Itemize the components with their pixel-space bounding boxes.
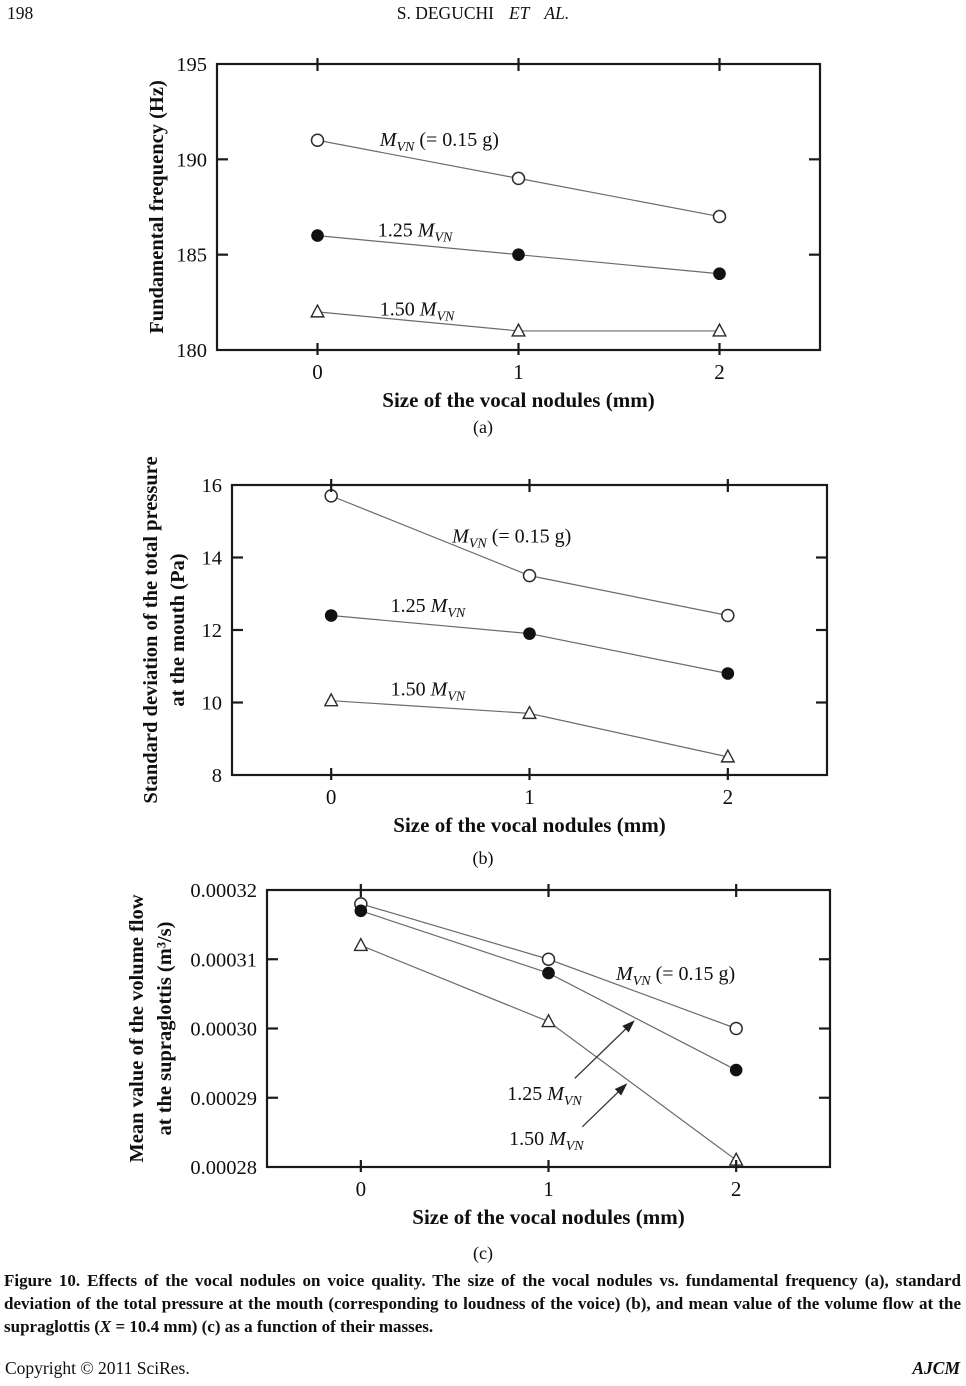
running-head-et: ET [508,3,530,23]
y-tick-label: 10 [201,692,222,715]
annotation-arrow-line [575,1026,629,1079]
x-tick-label: 1 [524,785,535,809]
running-head-author: S. DEGUCHI [396,3,494,23]
chart-pressure-standard-deviation [0,440,966,860]
x-tick-label: 1 [513,360,524,384]
series-label: $M_{VN}$ (= 0.15 g) [452,525,572,552]
marker-circle-open [714,211,726,223]
x-axis-title: Size of the vocal nodules (mm) [412,1205,685,1229]
running-head-al: AL. [544,3,570,23]
marker-triangle-open [355,939,368,951]
caption-text-1: Figure 10. Effects of the vocal nodules on voice quality. The size of the vocal nodules vs. fundamental frequency (a), standard deviation of the total pressure at the mouth (corresponding to loudness of the voice) (b), and mean value of the volume flow at the supraglottis ( [4,1271,961,1336]
chart-fundamental-frequency [0,40,966,440]
figure-caption [4,1269,961,1338]
y-axis-title: at the supraglottis (m³/s) [154,921,176,1136]
plot-border [217,64,820,350]
marker-circle-open [543,953,555,965]
series-label: 1.25 $M_{VN}$ [507,1082,582,1109]
plot-border [267,890,830,1167]
y-tick-label: 0.00031 [190,949,257,972]
marker-circle-filled [722,667,735,680]
running-head-center [0,3,966,24]
panel-label-a: (a) [473,417,493,437]
x-tick-label: 2 [730,1177,742,1201]
marker-circle-filled [730,1064,743,1077]
y-axis-title: Fundamental frequency (Hz) [146,80,168,334]
marker-circle-open [312,134,324,146]
marker-circle-filled [713,267,726,280]
y-tick-label: 0.00030 [190,1018,257,1041]
chart-mean-volume-flow [0,875,966,1243]
copyright-notice: Copyright © 2011 SciRes. [5,1358,190,1378]
panel-label-b: (b) [472,848,494,868]
marker-circle-filled [311,229,324,242]
series-label: $M_{VN}$ (= 0.15 g) [379,128,499,155]
annotation-arrow-line [582,1089,621,1127]
running-head [0,3,966,25]
series-label: 1.50 $M_{VN}$ [379,298,455,325]
chart-a-content [146,54,820,412]
marker-triangle-open [325,694,338,706]
y-axis-title: Standard deviation of the total pressure [140,456,162,804]
y-tick-label: 0.00029 [190,1087,257,1110]
marker-circle-filled [512,248,525,261]
journal-abbreviation: AJCM [912,1358,960,1378]
series-label: $M_{VN}$ (= 0.15 g) [616,963,736,990]
y-tick-label: 185 [176,244,207,267]
marker-circle-filled [355,904,368,917]
marker-triangle-open [311,305,324,317]
x-tick-label: 0 [355,1177,367,1201]
series-line [331,616,728,674]
page-footer [5,1358,960,1379]
y-axis-title: at the mouth (Pa) [167,553,189,707]
series-line [361,911,736,1070]
x-tick-label: 0 [312,360,323,384]
x-tick-label: 1 [543,1177,554,1201]
y-tick-label: 0.00032 [190,880,257,902]
y-tick-label: 195 [176,54,207,76]
y-axis-title: Mean value of the volume flow [126,894,148,1163]
series-label: 1.50 $M_{VN}$ [509,1127,584,1154]
x-tick-label: 0 [325,785,337,809]
marker-circle-open [524,570,536,582]
marker-circle-filled [542,967,555,980]
panel-label-c: (c) [473,1243,493,1263]
y-tick-label: 14 [201,547,222,570]
x-tick-label: 2 [714,360,725,384]
y-tick-label: 0.00028 [190,1157,257,1179]
series-label: 1.50 $M_{VN}$ [390,678,466,705]
chart-b-content [140,456,827,837]
marker-circle-filled [325,609,338,622]
y-tick-label: 8 [211,765,222,787]
marker-circle-open [513,172,525,184]
marker-circle-open [722,610,734,622]
x-axis-title: Size of the vocal nodules (mm) [382,388,655,412]
x-axis-title: Size of the vocal nodules (mm) [393,813,666,837]
chart-c-content [126,880,830,1229]
y-tick-label: 12 [201,620,222,642]
page-number: 198 [7,3,34,23]
marker-triangle-open [713,324,726,336]
marker-triangle-open [523,707,536,719]
y-tick-label: 190 [176,149,207,172]
marker-triangle-open [542,1015,555,1027]
marker-circle-filled [523,627,536,640]
x-tick-label: 2 [722,785,734,809]
caption-italic-x: X [99,1317,112,1336]
y-tick-label: 16 [201,475,222,497]
marker-circle-open [730,1023,742,1035]
y-tick-label: 180 [176,340,207,362]
series-label: 1.25 $M_{VN}$ [390,594,466,621]
series-label: 1.25 $M_{VN}$ [377,219,453,246]
caption-text-2: = 10.4 mm) (c) as a function of their masses. [111,1317,434,1336]
